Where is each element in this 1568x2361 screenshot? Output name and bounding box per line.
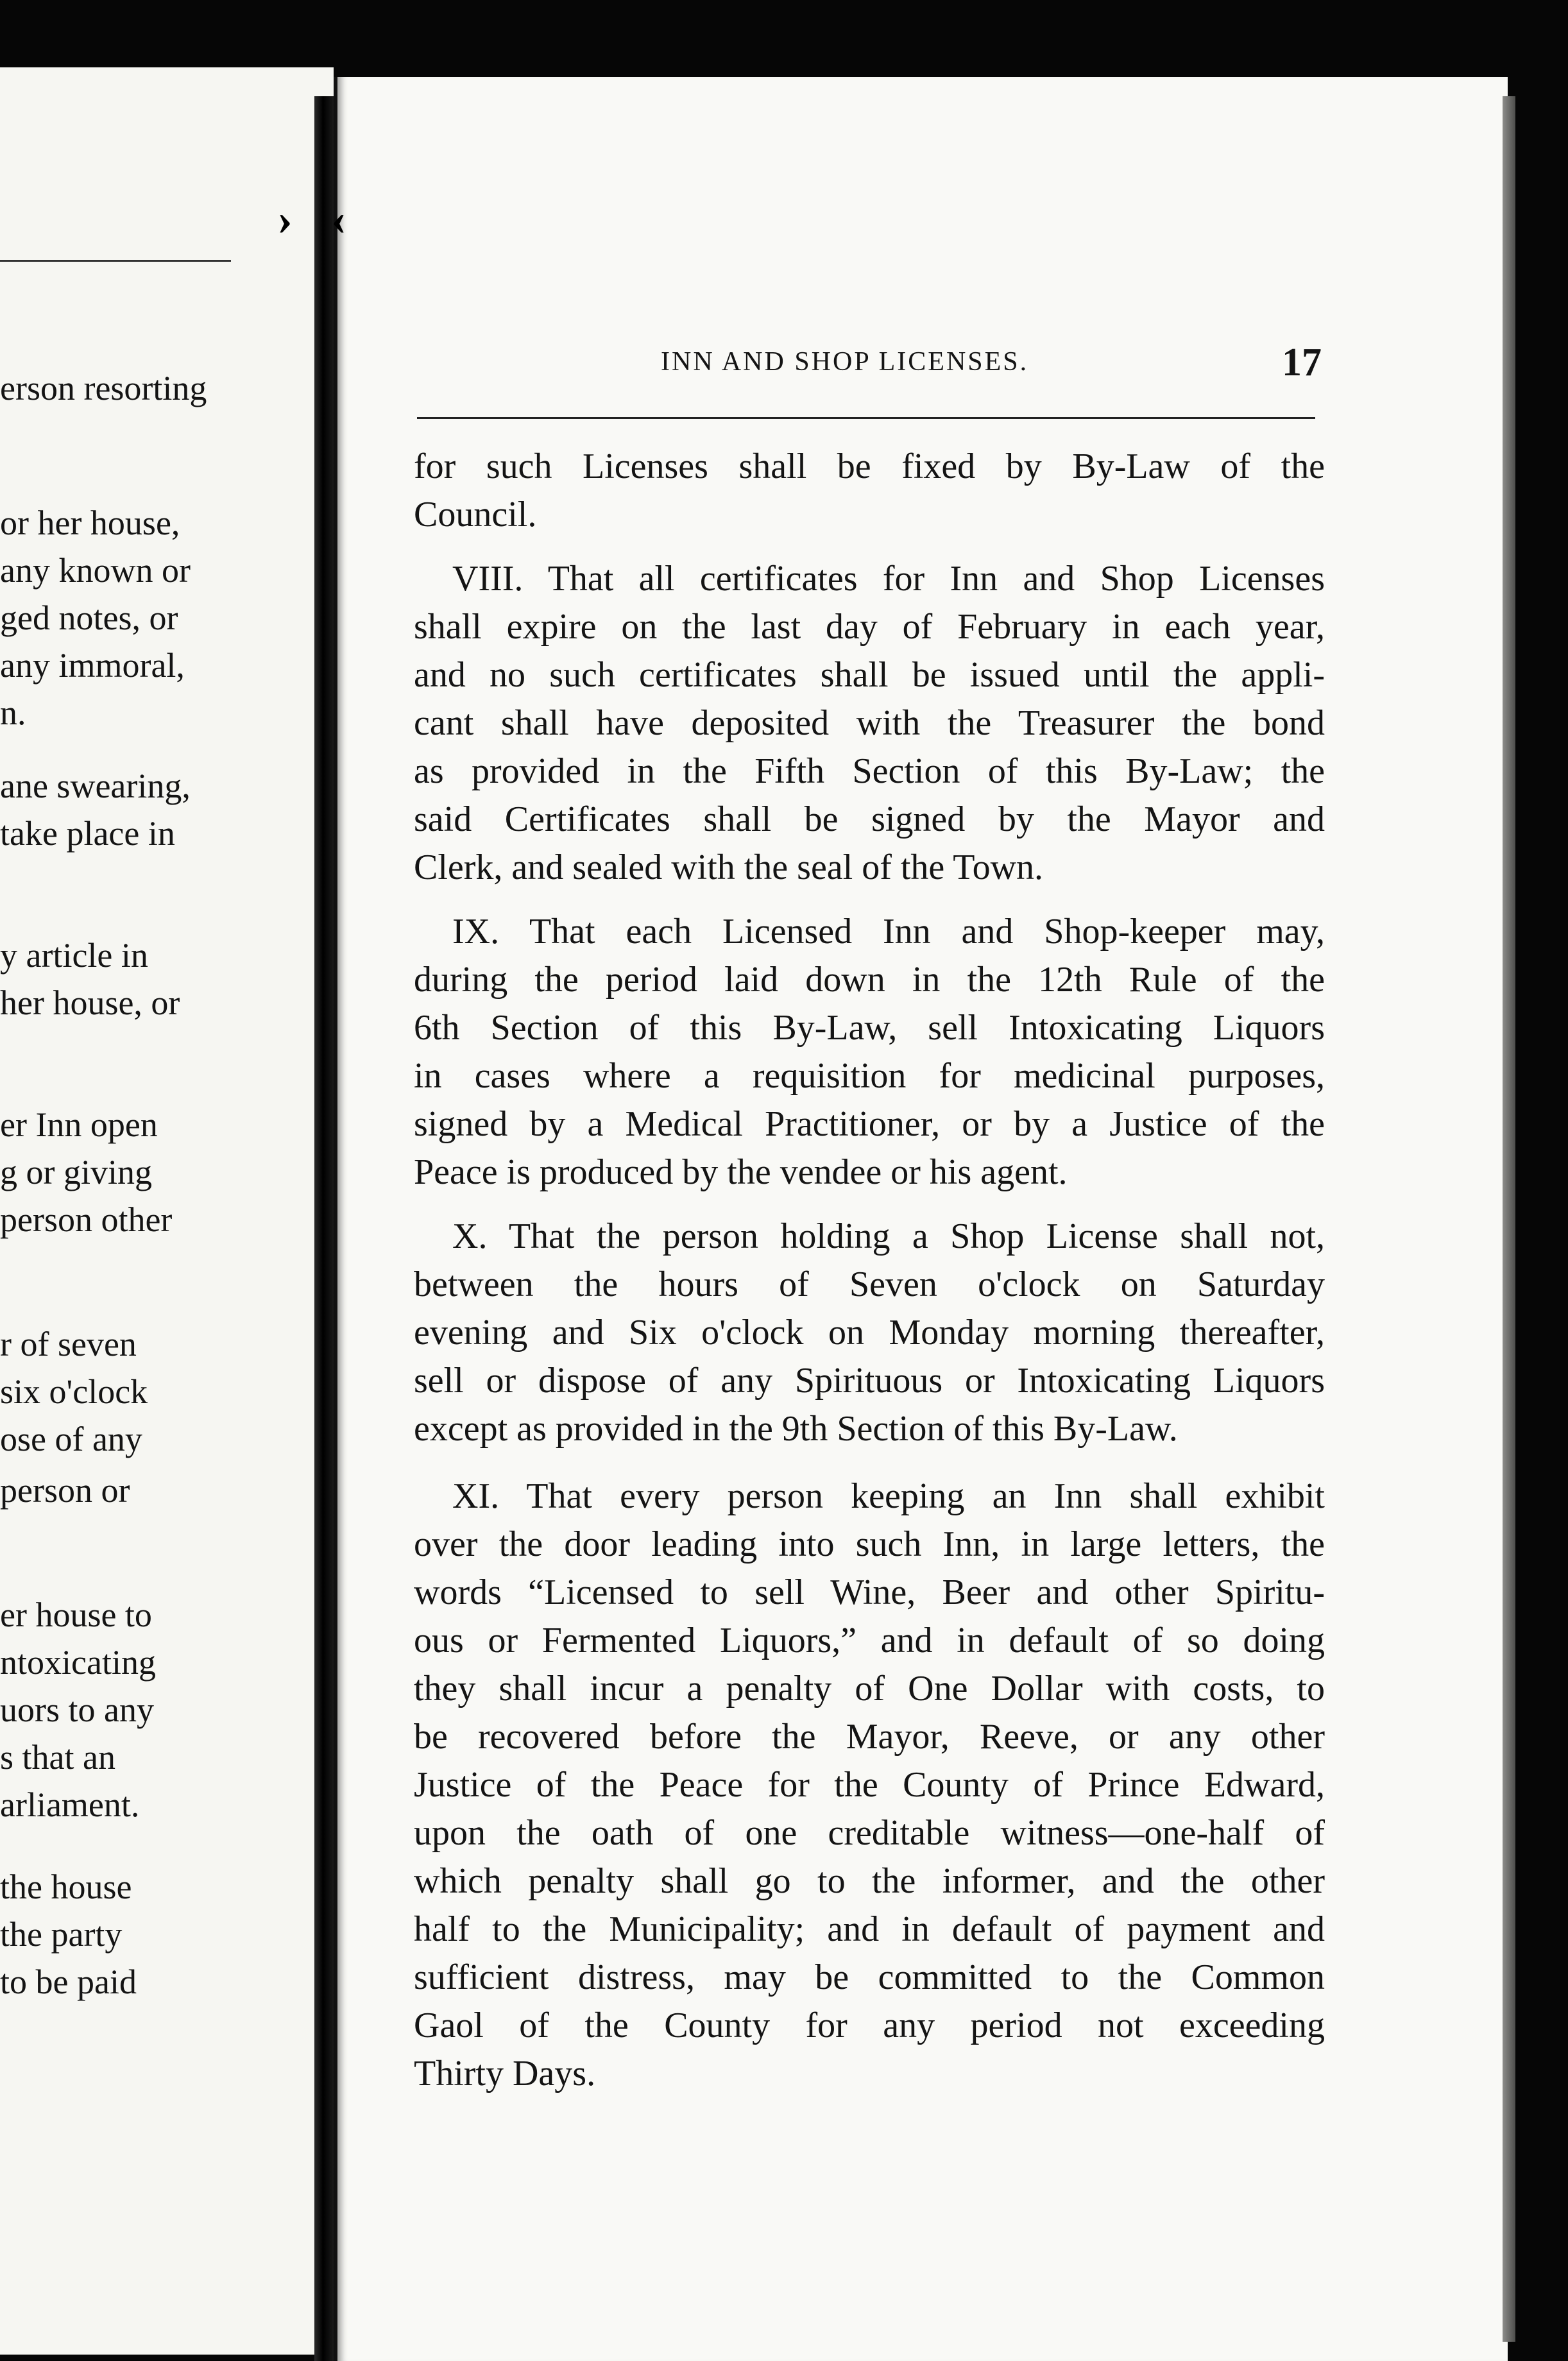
left-fragment-line: y article in <box>0 936 148 975</box>
text-line: they shall incur a penalty of One Dollar with costs, to <box>414 1669 1325 1709</box>
left-fragment-line: ose of any <box>0 1420 142 1458</box>
text-line: Thirty Days. <box>414 2054 596 2093</box>
section-x <box>414 1213 1325 1453</box>
left-fragment-line: any immoral, <box>0 646 185 685</box>
left-fragment-line: the house <box>0 1868 132 1906</box>
left-fragment-line: n. <box>0 694 26 732</box>
text-line: Clerk, and sealed with the seal of the Town. <box>414 848 1044 887</box>
left-fragment-line: six o'clock <box>0 1372 148 1411</box>
left-fragment-line: er Inn open <box>0 1105 158 1144</box>
left-fragment-line: erson resorting <box>0 369 207 407</box>
text-line: evening and Six o'clock on Monday morning thereafter, <box>414 1313 1325 1352</box>
text-line: Justice of the Peace for the County of Prince Edward, <box>414 1765 1325 1805</box>
left-header-rule <box>0 260 231 262</box>
text-line: between the hours of Seven o'clock on Saturday <box>414 1265 1325 1304</box>
left-fragment-line: take place in <box>0 814 175 853</box>
text-line: be recovered before the Mayor, Reeve, or any other <box>414 1717 1325 1757</box>
text-line: and no such certificates shall be issued until the appli- <box>414 655 1325 695</box>
header-rule <box>417 417 1315 419</box>
text-line: during the period laid down in the 12th Rule of the <box>414 960 1325 1000</box>
left-fragment-line: ane swearing, <box>0 767 191 805</box>
text-line: IX. That each Licensed Inn and Shop-keeper may, <box>452 912 1325 951</box>
section-viii <box>414 555 1325 892</box>
text-line: X. That the person holding a Shop License shall not, <box>452 1216 1325 1256</box>
left-fragment-line: r of seven <box>0 1325 137 1363</box>
left-fragment-line: uors to any <box>0 1691 154 1729</box>
text-line: in cases where a requisition for medicinal purposes, <box>414 1056 1325 1096</box>
text-line: shall expire on the last day of February in each year, <box>414 607 1325 647</box>
left-fragment-line: or her house, <box>0 504 180 542</box>
text-line: sufficient distress, may be committed to the Common <box>414 1957 1325 1997</box>
text-line: words “Licensed to sell Wine, Beer and other Spiritu- <box>414 1573 1325 1612</box>
text-line: said Certificates shall be signed by the Mayor and <box>414 799 1325 839</box>
left-fragment-line: er house to <box>0 1596 152 1634</box>
text-line: VIII. That all certificates for Inn and Shop Licenses <box>452 559 1325 599</box>
left-fragment-line: g or giving <box>0 1153 152 1191</box>
text-line: half to the Municipality; and in default of payment and <box>414 1909 1325 1949</box>
text-line: 6th Section of this By-Law, sell Intoxicating Liquors <box>414 1008 1325 1048</box>
text-line: as provided in the Fifth Section of this By-Law; the <box>414 751 1325 791</box>
left-fragment-line: to be paid <box>0 1963 137 2001</box>
text-line: signed by a Medical Practitioner, or by a Justice of the <box>414 1104 1325 1144</box>
text-line: except as provided in the 9th Section of this By-Law. <box>414 1409 1178 1449</box>
text-line: Gaol of the County for any period not exceeding <box>414 2006 1325 2045</box>
paragraph-continuation <box>414 443 1325 539</box>
text-line: Peace is produced by the vendee or his agent. <box>414 1152 1068 1192</box>
page-edge-shadow <box>1503 96 1515 2342</box>
text-line: which penalty shall go to the informer, and the other <box>414 1861 1325 1901</box>
text-line: cant shall have deposited with the Treasurer the bond <box>414 703 1325 743</box>
left-fragment-line: ntoxicating <box>0 1643 156 1682</box>
section-ix <box>414 908 1325 1197</box>
text-line: Council. <box>414 495 537 534</box>
left-fragment-line: person other <box>0 1200 173 1239</box>
text-line: sell or dispose of any Spirituous or Intoxicating Liquors <box>414 1361 1325 1401</box>
text-line: ous or Fermented Liquors,” and in default of so doing <box>414 1621 1325 1660</box>
text-line: for such Licenses shall be fixed by By-Law of the <box>414 447 1325 486</box>
left-fragment-line: arliament. <box>0 1786 140 1824</box>
section-xi <box>414 1472 1325 2098</box>
left-fragment-line: the party <box>0 1915 123 1954</box>
page-number: 17 <box>1282 341 1322 384</box>
stray-ink-marks: ›‹ <box>277 193 385 244</box>
text-line: upon the oath of one creditable witness—one-half of <box>414 1813 1325 1853</box>
text-line: XI. That every person keeping an Inn shall exhibit <box>452 1476 1325 1516</box>
text-line: over the door leading into such Inn, in large letters, the <box>414 1524 1325 1564</box>
left-fragment-line: s that an <box>0 1738 115 1777</box>
left-fragment-line: person or <box>0 1471 130 1510</box>
left-fragment-line: her house, or <box>0 984 180 1022</box>
left-fragment-line: any known or <box>0 551 191 590</box>
left-fragment-line: ged notes, or <box>0 599 178 637</box>
running-header: INN AND SHOP LICENSES. <box>661 347 1029 377</box>
book-gutter <box>314 96 334 2361</box>
